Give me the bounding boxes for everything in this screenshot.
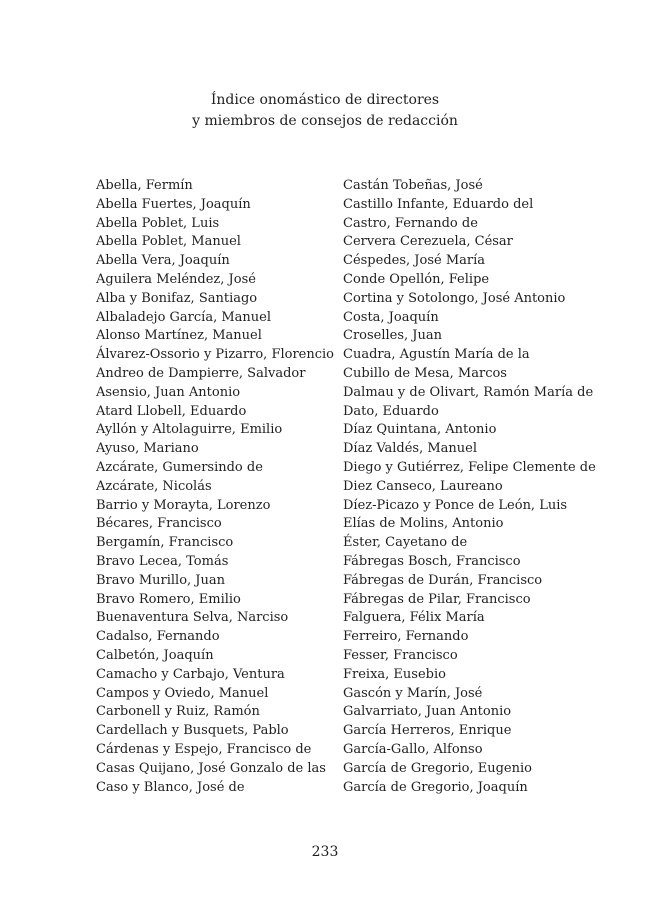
index-entry: Abella, Fermín xyxy=(96,178,193,193)
index-entry: Elías de Molins, Antonio xyxy=(343,516,504,532)
index-entry: Camacho y Carbajo, Ventura xyxy=(96,666,285,682)
index-entry: Bergamín, Francisco xyxy=(96,535,234,551)
index-entry: Galvarriato, Juan Antonio xyxy=(343,704,512,720)
index-entry: Dato, Eduardo xyxy=(343,403,439,419)
index-entry: Castán Tobeñas, José xyxy=(343,178,483,193)
index-entry: Carbonell y Ruiz, Ramón xyxy=(96,704,260,720)
index-entry: Bécares, Francisco xyxy=(96,516,222,532)
index-entry: Azcárate, Nicolás xyxy=(96,478,212,494)
index-entry: Casas Quijano, José Gonzalo de las xyxy=(96,760,326,776)
index-entry: Albaladejo García, Manuel xyxy=(96,309,271,325)
index-entry: García de Gregorio, Eugenio xyxy=(343,760,532,776)
index-entry: Cervera Cerezuela, César xyxy=(343,234,513,250)
index-column-left xyxy=(96,177,334,797)
index-entry: Díaz Valdés, Manuel xyxy=(343,441,478,457)
index-entry: Cuadra, Agustín María de la xyxy=(343,347,530,363)
index-entry: Abella Fuertes, Joaquín xyxy=(96,196,251,212)
index-entry: Gascón y Marín, José xyxy=(343,685,483,701)
index-entry: García de Gregorio, Joaquín xyxy=(343,779,528,795)
index-entry: Ayuso, Mariano xyxy=(96,441,199,457)
index-entry: Conde Opellón, Felipe xyxy=(343,271,490,287)
index-entry: Céspedes, José María xyxy=(343,253,485,269)
index-entry: Diez Canseco, Laureano xyxy=(343,478,503,494)
index-entry: Cardellach y Busquets, Pablo xyxy=(96,723,289,739)
index-entry: García Herreros, Enrique xyxy=(343,723,512,739)
index-entry: Bravo Lecea, Tomás xyxy=(96,553,229,569)
page-number: 233 xyxy=(311,844,339,860)
index-entry: Bravo Murillo, Juan xyxy=(96,572,225,588)
index-entry: Barrio y Morayta, Lorenzo xyxy=(96,497,271,513)
index-entry: Fábregas de Pilar, Francisco xyxy=(343,591,531,607)
index-entry: Alonso Martínez, Manuel xyxy=(96,328,262,344)
index-entry: Alba y Bonifaz, Santiago xyxy=(96,290,258,306)
index-entry: Abella Vera, Joaquín xyxy=(96,253,230,269)
index-entry: Buenaventura Selva, Narciso xyxy=(96,610,289,626)
index-entry: Azcárate, Gumersindo de xyxy=(96,459,263,475)
index-entry: Aguilera Meléndez, José xyxy=(96,271,256,287)
index-entry: Croselles, Juan xyxy=(343,328,443,344)
index-entry: Castillo Infante, Eduardo del xyxy=(343,196,534,212)
index-entry: Fesser, Francisco xyxy=(343,647,458,663)
index-entry: Dalmau y de Olivart, Ramón María de xyxy=(343,384,594,400)
index-column-right xyxy=(343,177,633,797)
index-entry: Caso y Blanco, José de xyxy=(96,779,245,795)
index-entry: Freixa, Eusebio xyxy=(343,666,446,682)
index-entry: Campos y Oviedo, Manuel xyxy=(96,685,269,701)
index-entry: Costa, Joaquín xyxy=(343,309,439,325)
index-entry: Calbetón, Joaquín xyxy=(96,647,214,663)
index-entry: Éster, Cayetano de xyxy=(343,535,468,551)
page-title xyxy=(0,90,650,132)
index-entry: Cárdenas y Espejo, Francisco de xyxy=(96,741,312,757)
index-entry: García-Gallo, Alfonso xyxy=(343,741,483,757)
index-entry: Falguera, Félix María xyxy=(343,610,485,626)
index-entry: Diego y Gutiérrez, Felipe Clemente de xyxy=(343,459,596,475)
index-entry: Bravo Romero, Emilio xyxy=(96,591,241,607)
index-entry: Abella Poblet, Luis xyxy=(96,215,220,231)
index-entry: Castro, Fernando de xyxy=(343,215,478,231)
index-entry: Fábregas Bosch, Francisco xyxy=(343,553,521,569)
index-entry: Cortina y Sotolongo, José Antonio xyxy=(343,290,566,306)
index-entry: Cubillo de Mesa, Marcos xyxy=(343,365,507,381)
index-entry: Díez-Picazo y Ponce de León, Luis xyxy=(343,497,568,513)
index-entry: Ayllón y Altolaguirre, Emilio xyxy=(96,422,283,438)
title-line-1: Índice onomástico de directores xyxy=(210,92,440,108)
index-entry: Fábregas de Durán, Francisco xyxy=(343,572,543,588)
index-entry: Asensio, Juan Antonio xyxy=(96,384,241,400)
index-entry: Andreo de Dampierre, Salvador xyxy=(96,365,306,381)
index-entry: Cadalso, Fernando xyxy=(96,629,220,645)
index-entry: Ferreiro, Fernando xyxy=(343,629,469,645)
index-entry: Abella Poblet, Manuel xyxy=(96,234,241,250)
title-line-2: y miembros de consejos de redacción xyxy=(192,113,458,129)
index-entry: Atard Llobell, Eduardo xyxy=(96,403,247,419)
index-entry: Díaz Quintana, Antonio xyxy=(343,422,497,438)
index-entry: Álvarez-Ossorio y Pizarro, Florencio xyxy=(96,347,334,363)
